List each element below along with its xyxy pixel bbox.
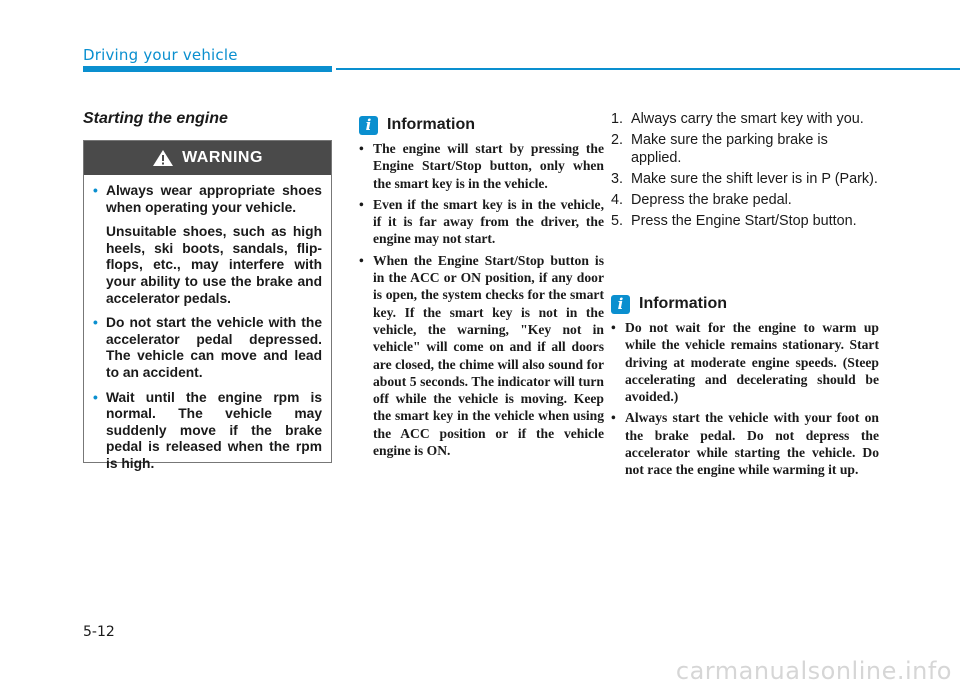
step-number: 1. [611, 111, 624, 127]
step-item [611, 131, 879, 167]
step-text: Depress the brake pedal. [631, 192, 792, 208]
header-rule-thin [336, 68, 960, 70]
warning-item-text: Always wear appropriate shoes when operating your vehicle. [106, 183, 322, 215]
bullet-icon: • [93, 389, 98, 405]
step-text: Make sure the parking brake is applied. [631, 132, 828, 166]
step-number: 4. [611, 192, 624, 208]
information-title-text: Information [639, 295, 727, 312]
information-title-text: Information [387, 116, 475, 133]
warning-item-text: Wait until the engine rpm is normal. The vehicle may suddenly move if the brake pedal is released when the rpm is high. [106, 389, 322, 471]
step-number: 5. [611, 213, 624, 229]
warning-item [93, 315, 322, 381]
step-item [611, 212, 879, 230]
step-text: Make sure the shift lever is in P (Park). [631, 171, 878, 187]
information-item [359, 196, 604, 248]
warning-item-continuation: Unsuitable shoes, such as high heels, ski boots, sandals, flip-flops, etc., may interfere with your ability to use the brake and accelerator pedals. [106, 224, 322, 306]
bullet-icon: • [359, 141, 364, 156]
step-number: 3. [611, 171, 624, 187]
information-item [611, 409, 879, 478]
warning-title: WARNING [182, 149, 263, 166]
information-item-text: When the Engine Start/Stop button is in the ACC or ON position, if any door is open, the system checks for the smart key. If the smart key is not in the vehicle, the warning, "Key not in vehicle" will come on and if all doors are closed, the chime will also sound for about 5 seconds. The indicator will turn off while the vehicle is moving. Keep the smart key in the vehicle when using the ACC position or if the vehicle engine is ON. [373, 252, 604, 459]
bullet-icon: • [93, 315, 98, 331]
information-item-text: The engine will start by pressing the Engine Start/Stop button, only when the smart key is in the vehicle. [373, 141, 604, 191]
warning-item [93, 183, 322, 307]
information-title [611, 293, 879, 315]
page-number: 5-12 [83, 624, 115, 640]
bullet-icon: • [359, 196, 364, 212]
watermark-text: carmanualsonline.info [675, 657, 952, 685]
header-rule-thick [83, 66, 332, 72]
information-item-text: Always start the vehicle with your foot on the brake pedal. Do not depress the accelerator while starting the vehicle. Do not race the engine while warming it up. [625, 410, 879, 478]
step-item [611, 170, 879, 188]
bullet-icon: • [359, 252, 364, 268]
starting-steps-list [611, 110, 879, 233]
warning-item-text: Do not start the vehicle with the accelerator pedal depressed. The vehicle can move and lead to an accident. [106, 315, 322, 380]
step-item [611, 110, 879, 128]
step-number: 2. [611, 132, 624, 148]
information-list [359, 140, 604, 459]
information-block-2 [611, 293, 879, 483]
warning-header [84, 141, 331, 175]
bullet-icon: • [93, 183, 98, 198]
warning-list [93, 183, 322, 481]
information-title [359, 114, 604, 136]
section-heading: Starting the engine [83, 110, 228, 127]
information-list [611, 319, 879, 479]
information-item [359, 252, 604, 460]
information-item [611, 319, 879, 405]
information-item [359, 140, 604, 192]
warning-triangle-icon [152, 149, 174, 167]
bullet-icon: • [611, 320, 616, 335]
step-item [611, 191, 879, 209]
info-icon: i [611, 295, 630, 314]
section-header-title: Driving your vehicle [83, 46, 238, 64]
information-item-text: Do not wait for the engine to warm up while the vehicle remains stationary. Start driving at moderate engine speeds. (Steep accelerating and decelerating should be avoided.) [625, 320, 879, 405]
info-icon: i [359, 116, 378, 135]
step-text: Always carry the smart key with you. [631, 111, 864, 127]
information-block-1 [359, 114, 604, 463]
warning-item [93, 390, 322, 473]
bullet-icon: • [611, 410, 616, 426]
warning-box [83, 140, 332, 471]
information-item-text: Even if the smart key is in the vehicle, if it is far away from the driver, the engine may not start. [373, 196, 604, 247]
step-text: Press the Engine Start/Stop button. [631, 213, 857, 229]
